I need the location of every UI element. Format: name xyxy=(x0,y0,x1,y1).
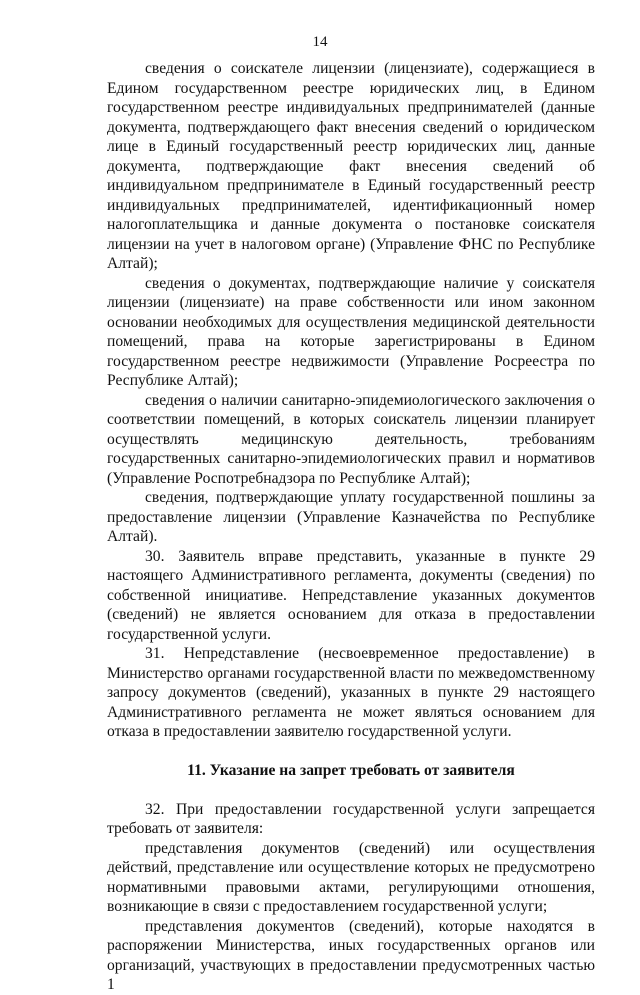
paragraph-item-31: 31. Непредставление (несвоевременное предоставление) в Министерство органами государственной власти по межведомственному запросу документов (сведений), указанных в пункте 29 настоящего Административного регламента не может являться основанием для отказа в предоставлении заявителю государственной услуги. xyxy=(107,645,595,740)
paragraph-state-fee: сведения, подтверждающие уплату государственной пошлины за предоставление лицензии (Управление Казначейства по Республике Алтай). xyxy=(107,489,595,545)
paragraph-prohibition-docs-actions: представления документов (сведений) или осуществления действий, представление или осуществление которых не предусмотрено нормативными правовыми актами, регулирующими отношения, возникающие в связи с предоставлением государственной услуги; xyxy=(107,839,595,915)
paragraph-item-32: 32. При предоставлении государственной услуги запрещается требовать от заявителя: xyxy=(107,800,595,837)
paragraph-item-30: 30. Заявитель вправе представить, указанные в пункте 29 настоящего Административного регламента, документы (сведения) по собственной инициативе. Непредставление указанных документов (сведений) не является основанием для отказа в предоставлении государственной услуги. xyxy=(107,547,595,643)
paragraph-prohibition-docs-held: представления документов (сведений), которые находятся в распоряжении Министерства, иных государственных органов или организаций, участвующих в предоставлении предусмотренных частью 1 xyxy=(107,917,595,993)
paragraph-sanitary-conclusion: сведения о наличии санитарно-эпидемиологического заключения о соответствии помещений, в которых соискатель лицензии планирует осуществлять медицинскую деятельность, требованиям государственных санитарно-эпидемиологических правил и нормативов (Управление Роспотребнадзора по Республике Алтай); xyxy=(107,391,595,487)
paragraph-fns-info: сведения о соискателе лицензии (лицензиате), содержащиеся в Едином государственном реестре юридических лиц, в Едином государственном реестре индивидуальных предпринимателей (данные документа, подтверждающего факт внесения сведений о юридическом лице в Единый государственный реестр юридических лиц, данные документа, подтверждающие факт внесения сведений об индивидуальном предпринимателе в Единый государственный реестр индивидуальных предпринимателей, идентификационный номер налогоплательщика и данные документа о постановке соискателя лицензии на учет в налоговом органе) (Управление ФНС по Республике Алтай); xyxy=(107,60,595,272)
document-body xyxy=(107,59,595,995)
section-heading: 11. Указание на запрет требовать от заявителя xyxy=(187,761,515,779)
page-number: 14 xyxy=(312,34,328,50)
paragraph-premises-docs: сведения о документах, подтверждающие наличие у соискателя лицензии (лицензиате) на праве собственности или ином законном основании необходимых для осуществления медицинской деятельности помещений, права на которые зарегистрированы в Едином государственном реестре недвижимости (Управление Росреестра по Республике Алтай); xyxy=(107,274,595,389)
